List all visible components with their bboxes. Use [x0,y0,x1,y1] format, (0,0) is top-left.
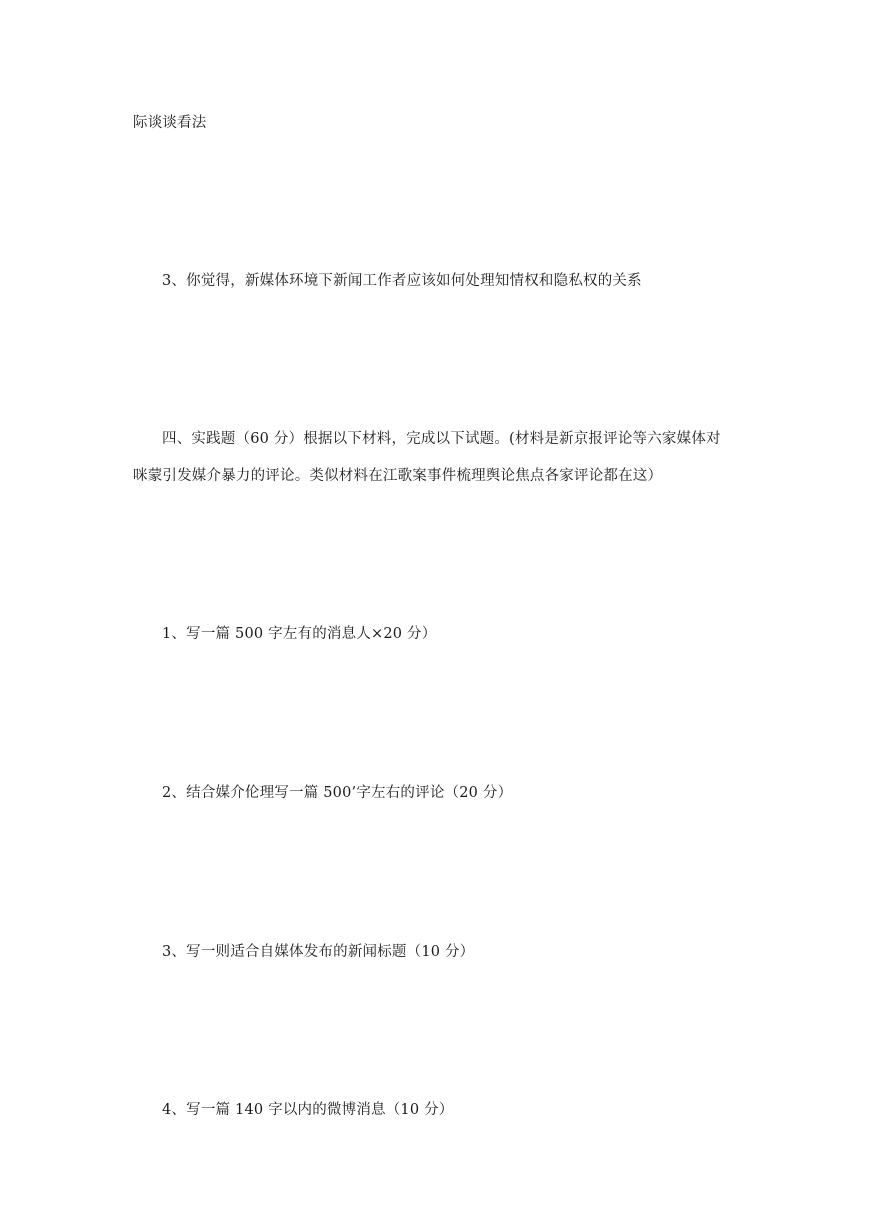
section-4-heading-line-2: 咪蒙引发媒介暴力的评论。类似材料在江歌案事件梳理舆论焦点各家评论都在这） [133,468,663,484]
continuation-text: 际谈谈看法 [133,115,207,131]
task-2: 2、结合媒介伦理写一篇 500’字左右的评论（20 分） [162,785,513,801]
task-1: 1、写一篇 500 字左有的消息人×20 分） [162,626,437,642]
section-4-heading-line-1: 四、实践题（60 分）根据以下材料，完成以下试题。(材料是新京报评论等六家媒体对 [162,431,721,447]
task-3: 3、写一则适合自媒体发布的新闻标题（10 分） [162,944,475,960]
question-3: 3、你觉得，新媒体环境下新闻工作者应该如何处理知情权和隐私权的关系 [162,273,642,289]
task-4: 4、写一篇 140 字以内的微博消息（10 分） [162,1102,454,1118]
